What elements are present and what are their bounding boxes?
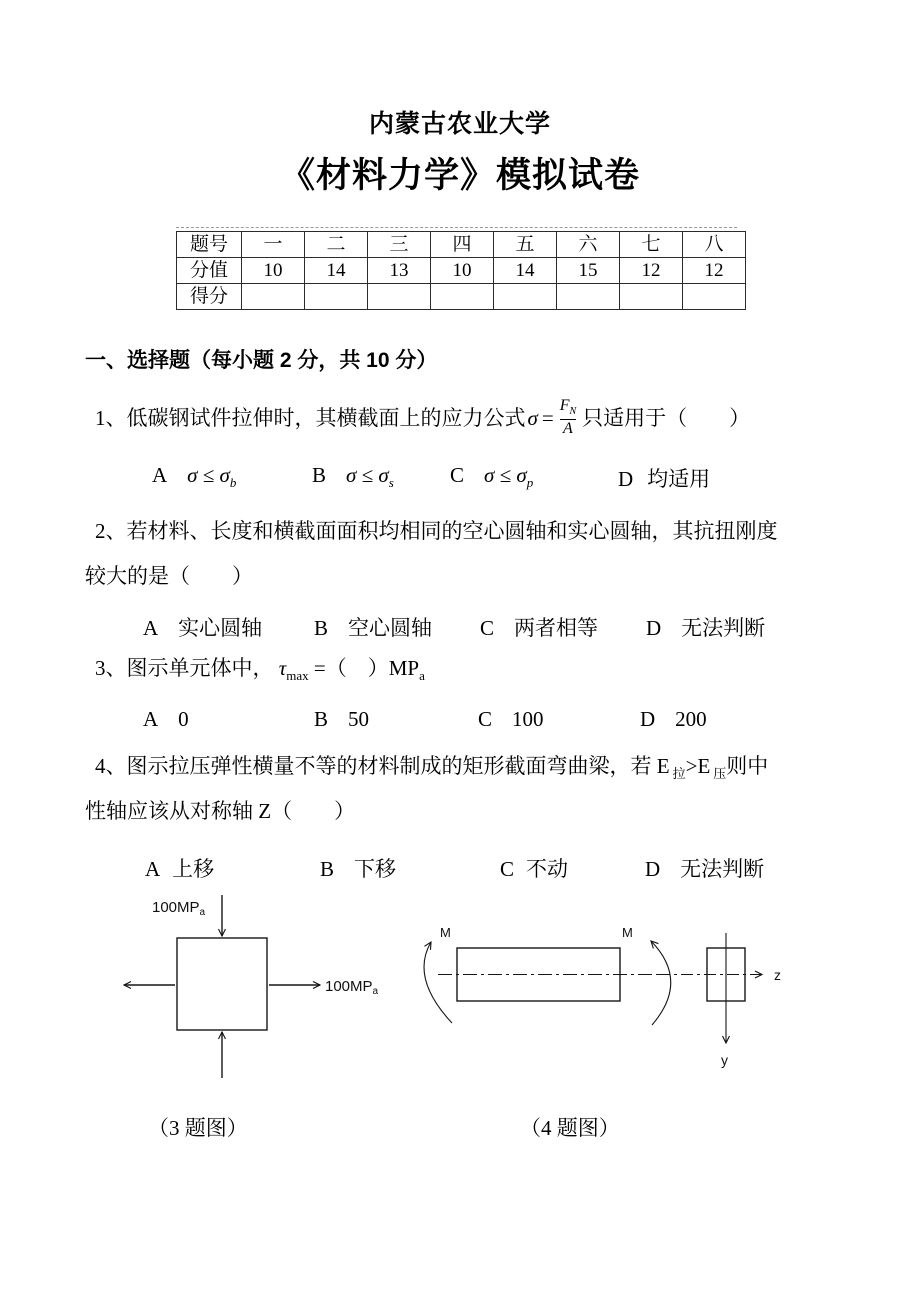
table-cell (683, 284, 746, 310)
option-b: B 下移 (320, 857, 397, 881)
moment-arrow-right (651, 941, 671, 1025)
moment-label-left: M (440, 925, 451, 940)
option-b: B $\sigma \le \sigma_s$ (312, 463, 394, 491)
question-4-part3: 则中 (726, 754, 769, 778)
question-2-line2: 较大的是（ ） (85, 564, 253, 588)
option-b: B 空心圆轴 (314, 616, 433, 640)
table-cell: 12 (683, 258, 746, 284)
e-compression: E (697, 754, 711, 778)
cross-section-figure (658, 933, 762, 1043)
table-cell: 得分 (177, 284, 242, 310)
table-cell: 八 (683, 232, 746, 258)
table-top-dashed-line (176, 227, 737, 228)
moment-label-right: M (622, 925, 633, 940)
question-2-options (0, 612, 920, 642)
table-cell: 14 (305, 258, 368, 284)
table-cell (494, 284, 557, 310)
moment-arrow-left (424, 942, 452, 1023)
table-cell: 五 (494, 232, 557, 258)
table-cell: 15 (557, 258, 620, 284)
question-2-line1: 2、若材料、长度和横截面面积均相同的空心圆轴和实心圆轴，其抗扭刚度 (95, 519, 778, 543)
table-cell: 三 (368, 232, 431, 258)
table-cell: 分值 (177, 258, 242, 284)
option-a: A 0 (143, 707, 189, 731)
university-title: 内蒙古农业大学 (368, 110, 551, 138)
table-cell: 12 (620, 258, 683, 284)
question-4-line1 (95, 753, 768, 782)
question-3-prefix: 3、图示单元体中， (95, 656, 274, 680)
question-1-prefix: 1、低碳钢试件拉伸时，其横截面上的应力公式 (95, 405, 526, 430)
table-cell: 13 (368, 258, 431, 284)
table-cell (368, 284, 431, 310)
question-1-suffix: 只适用于（ ） (582, 405, 751, 430)
option-d: D 200 (640, 707, 707, 731)
tau-subscript: max (286, 668, 309, 684)
table-cell: 二 (305, 232, 368, 258)
figures-canvas (0, 875, 920, 1105)
top-stress-label: $100MP_a$ (152, 899, 206, 918)
option-c: C 两者相等 (480, 616, 599, 640)
table-cell: 七 (620, 232, 683, 258)
option-c: C 100 (478, 707, 544, 731)
fraction-denominator: A (563, 419, 573, 437)
question-3-options (0, 707, 920, 737)
option-d: D 无法判断 (645, 857, 765, 881)
exam-title: 《材料力学》模拟试卷 (279, 156, 640, 195)
tau-symbol: τ (278, 656, 287, 680)
table-cell: 四 (431, 232, 494, 258)
e-tension-subscript: 拉 (672, 766, 686, 782)
question-3-mid: =（ ）MP (313, 656, 420, 680)
beam-figure (424, 941, 671, 1025)
table-row-scores (177, 284, 746, 310)
stress-element-figure (124, 895, 320, 1078)
table-cell: 六 (557, 232, 620, 258)
question-3-text (95, 655, 425, 684)
equals-sign: = (541, 405, 554, 430)
unit-subscript: a (419, 668, 425, 684)
table-cell: 10 (242, 258, 305, 284)
table-cell (620, 284, 683, 310)
table-cell (557, 284, 620, 310)
question-1-text (95, 392, 750, 444)
greater-than: > (685, 754, 698, 778)
option-c: C $\sigma \le \sigma_p$ (450, 463, 534, 491)
question-1-options (0, 463, 920, 493)
table-cell (242, 284, 305, 310)
figure-4-caption: （4 题图） (520, 1116, 620, 1140)
section-heading: 一、选择题（每小题 2 分，共 10 分） (85, 349, 438, 372)
y-axis-label: y (721, 1052, 728, 1068)
option-a: A 实心圆轴 (143, 616, 263, 640)
question-4-part1: 4、图示拉压弹性横量不等的材料制成的矩形截面弯曲梁，若 E (95, 754, 670, 778)
table-cell: 10 (431, 258, 494, 284)
table-row-points (177, 258, 746, 284)
figure-3-caption: （3 题图） (148, 1116, 248, 1140)
table-cell (431, 284, 494, 310)
option-b: B 50 (314, 707, 370, 731)
option-c: C 不动 (500, 857, 569, 881)
option-d: D 均适用 (618, 467, 711, 491)
table-cell: 一 (242, 232, 305, 258)
right-stress-label: $100MP_a$ (325, 978, 379, 997)
z-axis-label: z (774, 967, 781, 983)
stress-square (177, 938, 267, 1030)
option-d: D 无法判断 (646, 616, 766, 640)
fraction-numerator: $F_N$ (559, 397, 577, 418)
option-a: A $\sigma \le \sigma_b$ (152, 463, 237, 491)
question-4-line2: 性轴应该从对称轴 Z（ ） (85, 799, 356, 823)
table-cell (305, 284, 368, 310)
table-cell: 14 (494, 258, 557, 284)
table-cell: 题号 (177, 232, 242, 258)
option-a: A 上移 (145, 857, 215, 881)
sigma-symbol: σ (527, 405, 538, 430)
score-table (176, 231, 746, 310)
stress-fraction (560, 398, 576, 437)
e-compression-subscript: 压 (713, 766, 727, 782)
table-row-question-numbers (177, 232, 746, 258)
